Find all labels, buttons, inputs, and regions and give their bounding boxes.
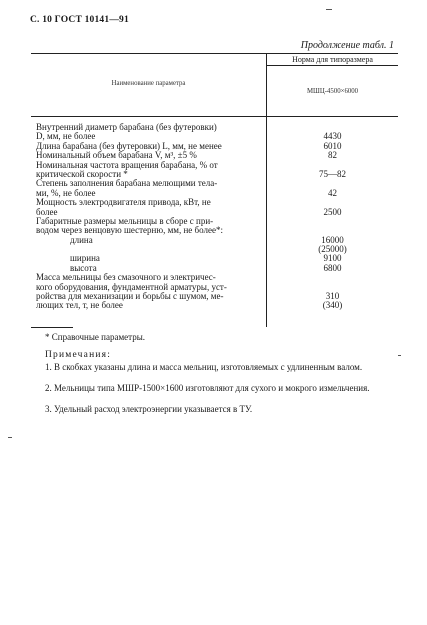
value-column <box>267 123 398 311</box>
value-cell: 4430 <box>323 131 342 142</box>
parameter-line: Длина барабана (без футеровки) L, мм, не менее <box>36 140 222 151</box>
note-item: 3. Удельный расход электроэнергии указывается в ТУ. <box>45 404 253 414</box>
value-cell <box>267 217 398 226</box>
page-header: С. 10 ГОСТ 10141—91 <box>30 15 129 25</box>
note-item: 2. Мельницы типа МШР-1500×1600 изготовляют для сухого и мокрого измельчения. <box>45 383 370 393</box>
notes-title: Примечания: <box>45 350 112 360</box>
norm-subheader-rule <box>266 65 398 66</box>
table-top-rule <box>31 53 398 54</box>
value-cell: 75—82 <box>319 168 346 179</box>
parameter-line: ширина <box>70 253 100 264</box>
value-cell: 16000 <box>321 234 344 245</box>
parameter-line: более <box>36 206 58 217</box>
value-cell: (25000) <box>318 244 347 255</box>
parameter-line: Номинальная частота вращения барабана, % от <box>36 159 218 170</box>
parameter-line: критической скорости * <box>36 168 128 179</box>
parameter-line: Внутренний диаметр барабана (без футеровки) <box>36 122 217 132</box>
parameter-line: Мощность электродвигателя привода, кВт, не <box>36 197 211 208</box>
table-header-rule <box>31 116 398 117</box>
value-cell: 9100 <box>323 253 342 264</box>
column-header-type: МШЦ-4500×6000 <box>306 88 359 95</box>
parameter-line: Масса мельницы без смазочного и электричес- <box>36 272 216 283</box>
column-header-parameter: Наименование параметра <box>111 80 186 87</box>
footnote: * Справочные параметры. <box>45 332 145 342</box>
value-cell: 2500 <box>323 206 342 217</box>
value-cell: 42 <box>328 187 337 198</box>
value-cell: 6800 <box>323 262 342 273</box>
value-cell: 82 <box>328 150 337 161</box>
note-item: 1. В скобках указаны длина и масса мельниц, изготовляемых с удлиненным валом. <box>45 362 363 372</box>
column-header-norm: Норма для типоразмера <box>292 55 373 64</box>
footnote-rule <box>31 327 73 328</box>
parameter-line: Габаритные размеры мельницы в сборе с при- <box>36 215 214 226</box>
scan-speck <box>326 9 332 10</box>
parameter-line: водом через венцовую шестерню, мм, не более*: <box>36 225 223 236</box>
parameter-line: кого оборудования, фундаментной арматуры, уст- <box>36 281 227 292</box>
parameter-line: длина <box>70 234 93 245</box>
table-continuation-label: Продолжение табл. 1 <box>300 40 394 51</box>
parameter-line: Номинальный объем барабана V, м³, ±5 % <box>36 150 197 161</box>
value-cell: 6010 <box>323 140 342 151</box>
parameter-line: ройства для механизации и борьбы с шумом, ме- <box>36 291 224 302</box>
parameter-column <box>36 123 264 311</box>
parameter-line: ми, %, не более <box>36 187 96 198</box>
value-cell: 310 <box>325 291 340 302</box>
parameter-line: лющих тел, т, не более <box>36 300 123 311</box>
scan-speck <box>8 437 12 438</box>
scan-speck <box>398 355 401 356</box>
value-cell: (340) <box>322 300 343 311</box>
value-cell <box>267 273 398 282</box>
parameter-line: D, мм, не более <box>36 131 96 142</box>
parameter-line: высота <box>70 262 97 273</box>
parameter-line: Степень заполнения барабана мелющими тела- <box>36 178 218 189</box>
